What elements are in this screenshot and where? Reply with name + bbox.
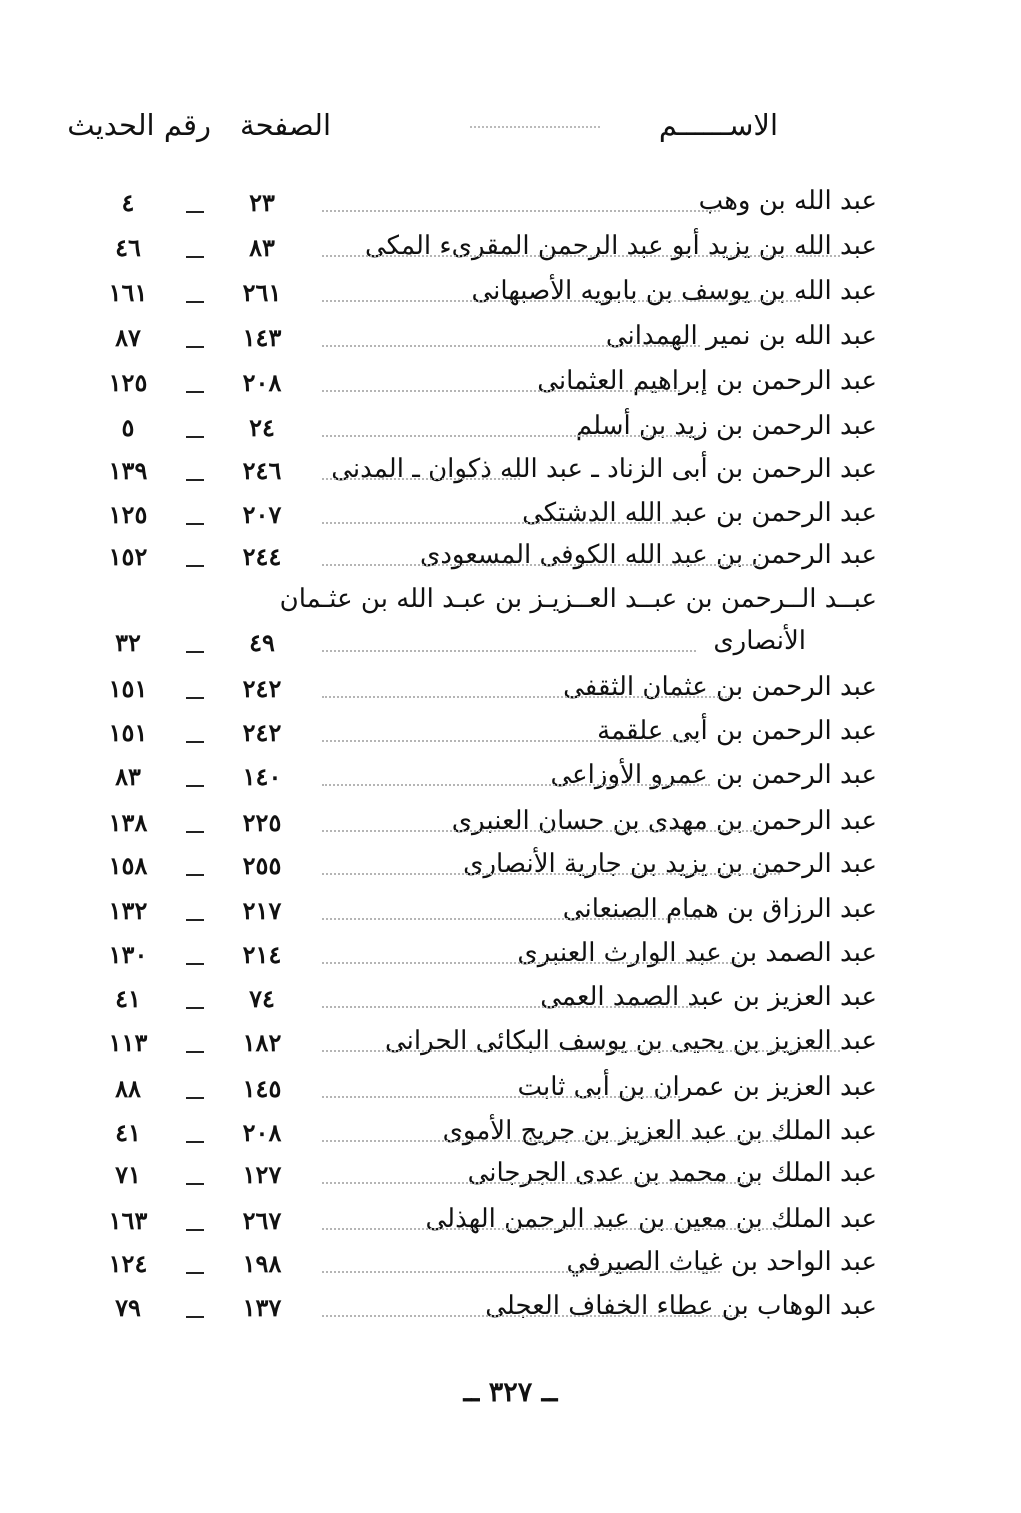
entry-name: عبد الرحمن بن مهدى بن حسان العنبرى xyxy=(451,806,877,836)
entry-hadith-number: ٧٩ xyxy=(115,1293,141,1322)
separator-dash xyxy=(186,301,204,303)
entry-name: عبد الرحمن بن عبد الله الدشتكى xyxy=(522,498,877,528)
entry-name: عبد الرحمن بن إبراهيم العثمانى xyxy=(537,366,877,396)
dotted-leader xyxy=(322,255,840,257)
separator-dash xyxy=(186,785,204,787)
entry-hadith-number: ١٥١ xyxy=(108,718,148,747)
separator-dash xyxy=(186,1229,204,1231)
index-row xyxy=(0,932,1021,974)
entry-name: عبــد الــرحمن بن عبــد العــزيـز بن عبـد الله بن عثـمان xyxy=(279,584,877,614)
separator-dash xyxy=(186,1316,204,1318)
dotted-leader xyxy=(322,740,700,742)
index-row xyxy=(0,1066,1021,1108)
separator-dash xyxy=(186,211,204,213)
entry-page: ٢٦١ xyxy=(242,278,282,307)
entry-hadith-number: ٧١ xyxy=(115,1160,141,1189)
entry-page: ١٤٠ xyxy=(242,762,282,791)
entry-name: عبد الواحد بن غياث الصيرفي xyxy=(566,1247,877,1277)
entry-page: ٢٢٥ xyxy=(242,808,282,837)
entry-hadith-number: ٨٣ xyxy=(115,762,141,791)
dotted-leader xyxy=(322,564,760,566)
entry-page: ١٨٢ xyxy=(242,1028,282,1057)
entry-hadith-number: ٨٨ xyxy=(115,1074,141,1103)
index-row xyxy=(0,710,1021,752)
index-row xyxy=(0,448,1021,490)
header-dotted-leader xyxy=(470,126,600,128)
dotted-leader xyxy=(322,1315,740,1317)
entry-hadith-number: ٤ xyxy=(121,188,135,217)
dotted-leader xyxy=(322,918,700,920)
entry-page: ٢٠٨ xyxy=(242,1118,282,1147)
entry-name: عبد الرحمن بن زيد بن أسلم xyxy=(575,411,877,441)
separator-dash xyxy=(186,697,204,699)
entry-hadith-number: ١٣٠ xyxy=(108,940,148,969)
dotted-leader xyxy=(322,210,720,212)
dotted-leader xyxy=(322,435,700,437)
entry-page: ٧٤ xyxy=(249,984,275,1013)
entry-name: عبد الملك بن معين بن عبد الرحمن الهذلى xyxy=(425,1204,877,1234)
separator-dash xyxy=(186,831,204,833)
index-row xyxy=(0,492,1021,534)
index-row xyxy=(0,1198,1021,1240)
dotted-leader xyxy=(322,1140,780,1142)
entry-page: ٢٦٧ xyxy=(242,1206,282,1235)
entry-name: عبد الله بن نمير الهمدانى xyxy=(605,321,877,351)
index-row xyxy=(0,578,1021,662)
index-row xyxy=(0,405,1021,447)
entry-hadith-number: ١٢٤ xyxy=(108,1249,148,1278)
index-row xyxy=(0,888,1021,930)
separator-dash xyxy=(186,919,204,921)
entry-hadith-number: ٤١ xyxy=(115,984,141,1013)
entry-name: عبد الملك بن عبد العزيز بن جريج الأموى xyxy=(442,1116,877,1146)
entry-name: عبد الرزاق بن همام الصنعانى xyxy=(562,894,877,924)
dotted-leader xyxy=(322,1006,700,1008)
index-row xyxy=(0,534,1021,576)
entry-hadith-number: ١٣٨ xyxy=(108,808,148,837)
entry-page: ٨٣ xyxy=(249,233,275,262)
index-row xyxy=(0,360,1021,402)
entry-hadith-number: ٣٢ xyxy=(115,628,141,657)
index-row xyxy=(0,1241,1021,1283)
index-row xyxy=(0,270,1021,312)
index-row xyxy=(0,976,1021,1018)
entry-page: ٢٣ xyxy=(249,188,275,217)
separator-dash xyxy=(186,963,204,965)
entry-page: ٢٤٢ xyxy=(242,718,282,747)
entry-hadith-number: ١١٣ xyxy=(108,1028,148,1057)
entry-hadith-number: ١٦١ xyxy=(108,278,148,307)
entry-name: عبد الرحمن بن أبى الزناد ـ عبد الله ذكوان ـ المدنى xyxy=(331,454,877,484)
entry-page: ٢٠٨ xyxy=(242,368,282,397)
entry-name: عبد الرحمن بن عثمان الثقفى xyxy=(563,672,877,702)
entry-name-continuation: الأنصارى xyxy=(713,626,806,656)
entry-page: ٢٥٥ xyxy=(242,851,282,880)
separator-dash xyxy=(186,479,204,481)
separator-dash xyxy=(186,1272,204,1274)
entry-page: ٢٤٢ xyxy=(242,674,282,703)
header-hadith-number: رقم الحديث xyxy=(67,108,211,142)
dotted-leader xyxy=(322,784,710,786)
dotted-leader xyxy=(322,830,760,832)
entry-name: عبد الرحمن بن أبى علقمة xyxy=(597,716,877,746)
dotted-leader xyxy=(322,1228,780,1230)
separator-dash xyxy=(186,874,204,876)
entry-page: ١٤٥ xyxy=(242,1074,282,1103)
entry-page: ٢٤٤ xyxy=(242,542,282,571)
separator-dash xyxy=(186,256,204,258)
dotted-leader xyxy=(322,522,680,524)
index-row xyxy=(0,754,1021,796)
separator-dash xyxy=(186,1097,204,1099)
entry-hadith-number: ٤٦ xyxy=(115,233,141,262)
entry-name: عبد الوهاب بن عطاء الخفاف العجلى xyxy=(485,1291,877,1321)
index-row xyxy=(0,180,1021,222)
separator-dash xyxy=(186,1007,204,1009)
entry-page: ١٤٣ xyxy=(242,323,282,352)
index-row xyxy=(0,666,1021,708)
separator-dash xyxy=(186,741,204,743)
entry-name: عبد العزيز بن عبد الصمد العمى xyxy=(540,982,877,1012)
entry-page: ٢٤٦ xyxy=(242,456,282,485)
page-number: ــ ٣٢٧ ــ xyxy=(463,1377,558,1408)
dotted-leader xyxy=(322,478,520,480)
header-page: الصفحة xyxy=(240,108,331,142)
dotted-leader xyxy=(322,696,730,698)
separator-dash xyxy=(186,523,204,525)
entry-name: عبد الملك بن محمد بن عدى الجرجانى xyxy=(467,1158,877,1188)
entry-hadith-number: ١٥١ xyxy=(108,674,148,703)
index-row xyxy=(0,1152,1021,1194)
separator-dash xyxy=(186,391,204,393)
separator-dash xyxy=(186,1051,204,1053)
entry-hadith-number: ١٥٨ xyxy=(108,851,148,880)
separator-dash xyxy=(186,651,204,653)
entry-hadith-number: ٤١ xyxy=(115,1118,141,1147)
entry-hadith-number: ٨٧ xyxy=(115,323,141,352)
separator-dash xyxy=(186,436,204,438)
entry-name: عبد الله بن وهب xyxy=(698,186,877,216)
entry-name: عبد الرحمن بن عمرو الأوزاعى xyxy=(550,760,877,790)
entry-name: عبد العزيز بن يحيى بن يوسف البكائى الحرانى xyxy=(384,1026,877,1056)
index-row xyxy=(0,1285,1021,1327)
separator-dash xyxy=(186,1141,204,1143)
index-row xyxy=(0,843,1021,885)
dotted-leader xyxy=(322,1096,680,1098)
dotted-leader xyxy=(322,962,740,964)
entry-hadith-number: ١٢٥ xyxy=(108,368,148,397)
entry-page: ٢١٤ xyxy=(242,940,282,969)
entry-name: عبد الرحمن بن عبد الله الكوفى المسعودى xyxy=(419,540,877,570)
entry-hadith-number: ٥ xyxy=(121,413,135,442)
entry-name: عبد الله بن يزيد أبو عبد الرحمن المقرىء المكى xyxy=(364,231,877,261)
index-row xyxy=(0,1110,1021,1152)
entry-hadith-number: ١٦٣ xyxy=(108,1206,148,1235)
separator-dash xyxy=(186,1183,204,1185)
entry-name: عبد الصمد بن عبد الوارث العنبرى xyxy=(517,938,877,968)
dotted-leader xyxy=(322,345,700,347)
entry-page: ١٩٨ xyxy=(242,1249,282,1278)
dotted-leader xyxy=(322,390,680,392)
dotted-leader xyxy=(322,873,780,875)
entry-page: ٢٠٧ xyxy=(242,500,282,529)
dotted-leader xyxy=(322,1050,840,1052)
header-name: الاســــــم xyxy=(658,108,778,142)
entry-hadith-number: ١٣٢ xyxy=(108,896,148,925)
entry-hadith-number: ١٢٥ xyxy=(108,500,148,529)
separator-dash xyxy=(186,346,204,348)
index-row xyxy=(0,315,1021,357)
index-row xyxy=(0,225,1021,267)
entry-hadith-number: ١٥٢ xyxy=(108,542,148,571)
dotted-leader xyxy=(322,300,800,302)
entry-page: ٤٩ xyxy=(249,628,275,657)
entry-hadith-number: ١٣٩ xyxy=(108,456,148,485)
entry-name: عبد الله بن يوسف بن بابويه الأصبهانى xyxy=(471,276,877,306)
dotted-leader xyxy=(322,650,696,652)
dotted-leader xyxy=(322,1271,720,1273)
entry-name: عبد الرحمن بن يزيد بن جارية الأنصارى xyxy=(463,849,877,879)
entry-page: ٢٤ xyxy=(249,413,275,442)
entry-name: عبد العزيز بن عمران بن أبى ثابت xyxy=(517,1072,877,1102)
index-row xyxy=(0,800,1021,842)
entry-page: ٢١٧ xyxy=(242,896,282,925)
entry-page: ١٣٧ xyxy=(242,1293,282,1322)
separator-dash xyxy=(186,565,204,567)
index-row xyxy=(0,1020,1021,1062)
entry-page: ١٢٧ xyxy=(242,1160,282,1189)
dotted-leader xyxy=(322,1182,760,1184)
